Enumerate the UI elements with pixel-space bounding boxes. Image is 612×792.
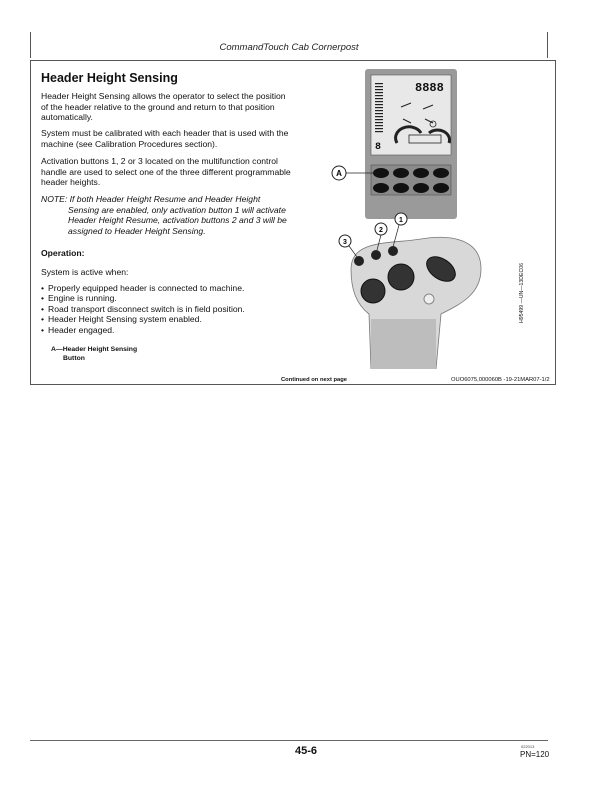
callout-1-label: 1	[399, 217, 403, 224]
continued-note: Continued on next page	[281, 377, 348, 383]
running-header	[30, 32, 548, 58]
paragraph-1: Header Height Sensing allows the operator to select the position of the header relative to the ground and return to that position automatically.	[41, 91, 286, 123]
content-frame	[30, 60, 556, 385]
operation-title: Operation:	[41, 248, 85, 258]
panel-button-7[interactable]	[413, 183, 429, 193]
list-item: • Properly equipped header is connected to machine.	[41, 283, 245, 293]
paragraph-2: System must be calibrated with each header that is used with the machine (see Calibration Procedures section).	[41, 128, 289, 149]
page-pn: PN=120	[520, 750, 550, 759]
reference-code: OUO6075,000060B -19-21MAR07-1/2	[451, 377, 550, 383]
running-header-title: CommandTouch Cab Cornerpost	[219, 42, 359, 53]
operation-intro: System is active when:	[41, 267, 129, 277]
handle-grip	[371, 319, 436, 369]
panel-button-5[interactable]	[373, 183, 389, 193]
header-height-sensing-button[interactable]	[373, 168, 389, 178]
list-item: • Header Height Sensing system enabled.	[41, 314, 245, 324]
panel-button-3[interactable]	[413, 168, 429, 178]
footer-rule	[30, 740, 548, 741]
callout-a-label: A	[336, 169, 342, 178]
handle-rocker-bottom[interactable]	[361, 279, 385, 303]
display-digits: 8888	[415, 81, 444, 95]
panel-button-6[interactable]	[393, 183, 409, 193]
note-first-line: NOTE: If both Header Height Resume and Header Height	[41, 194, 261, 204]
image-code: H95499 —UN—13DEC06	[519, 263, 525, 323]
panel-button-4[interactable]	[433, 168, 449, 178]
footer-small-code: 022013	[521, 744, 535, 749]
legend-line-1: A—Header Height Sensing	[51, 346, 138, 353]
callout-2-label: 2	[379, 227, 383, 234]
panel-buttons-top	[371, 165, 451, 195]
list-item: • Engine is running.	[41, 293, 245, 303]
display-small-digit: 8	[375, 142, 382, 153]
panel-button-2[interactable]	[393, 168, 409, 178]
activation-button-3[interactable]	[354, 256, 364, 266]
figure-legend	[51, 346, 137, 363]
legend-line-2: Button	[63, 354, 85, 362]
panel-button-8[interactable]	[433, 183, 449, 193]
callout-3-label: 3	[343, 239, 347, 246]
section-title: Header Height Sensing	[41, 71, 178, 85]
activation-button-1[interactable]	[388, 246, 398, 256]
paragraph-3: Activation buttons 1, 2 or 3 located on the multifunction control handle are used to select one of the three different programmable header heights.	[41, 156, 291, 188]
activation-button-2[interactable]	[371, 250, 381, 260]
page-number: 45-6	[294, 745, 318, 757]
list-item: • Header engaged.	[41, 325, 245, 335]
note-body: Sensing are enabled, only activation button 1 will activate Header Height Resume, activation buttons 2 and 3 will be assigned to Header Height Sensing.	[68, 204, 287, 236]
handle-small-button[interactable]	[424, 294, 434, 304]
note	[41, 194, 293, 236]
list-item: • Road transport disconnect switch is in field position.	[41, 304, 245, 314]
handle-rocker-left[interactable]	[388, 264, 414, 290]
control-illustration	[331, 69, 511, 369]
condition-list	[41, 283, 245, 335]
